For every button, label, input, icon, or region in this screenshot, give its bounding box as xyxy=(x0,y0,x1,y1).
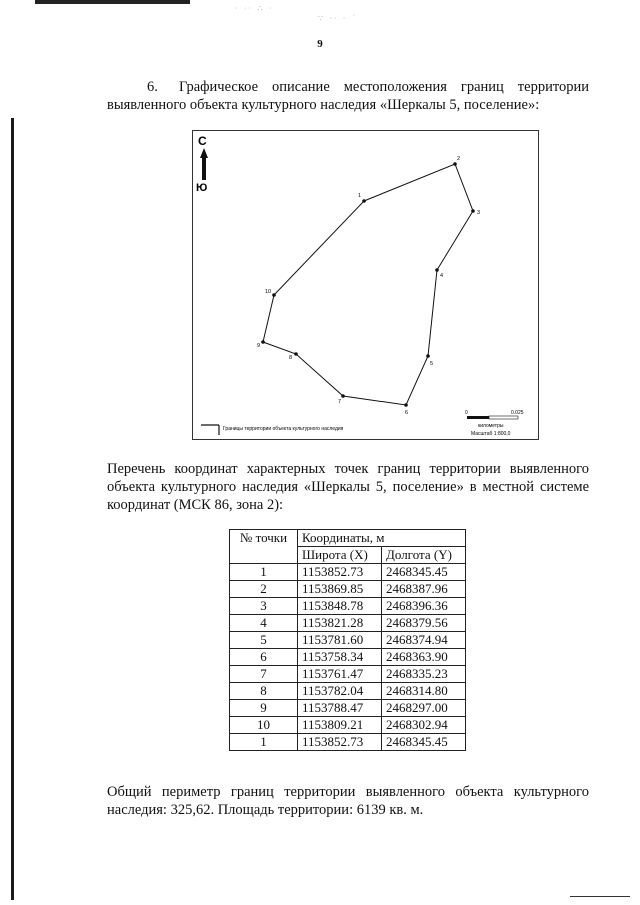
cell-lon: 2468302.94 xyxy=(382,717,466,734)
cell-lat: 1153821.28 xyxy=(298,615,382,632)
cell-lat: 1153788.47 xyxy=(298,700,382,717)
boundary-vertex xyxy=(435,268,439,272)
vertex-label: 4 xyxy=(440,273,444,279)
boundary-map-svg xyxy=(193,131,538,439)
table-row xyxy=(230,649,466,666)
cell-point: 8 xyxy=(230,683,298,700)
cell-lat: 1153761.47 xyxy=(298,666,382,683)
cell-point: 2 xyxy=(230,581,298,598)
scan-noise-top-left: · ᐧ· ∴ · xyxy=(235,4,274,13)
cell-lon: 2468396.36 xyxy=(382,598,466,615)
cell-lat: 1153848.78 xyxy=(298,598,382,615)
vertex-label: 10 xyxy=(265,289,272,295)
scale-segment-light xyxy=(489,416,518,419)
table-row xyxy=(230,666,466,683)
cell-point: 6 xyxy=(230,649,298,666)
table-row xyxy=(230,598,466,615)
scan-bottom-line xyxy=(570,896,630,897)
coords-intro: Перечень координат характерных точек границ территории выявленного объекта культурного наследия «Шеркалы 5, поселение» в местной системе координат (МСК 86, зона 2): xyxy=(107,461,589,513)
boundary-vertex xyxy=(471,209,475,213)
vertex-label: 9 xyxy=(257,343,261,349)
cell-lat: 1153852.73 xyxy=(298,734,382,751)
vertex-label: 8 xyxy=(289,355,293,361)
cell-point: 5 xyxy=(230,632,298,649)
section-heading xyxy=(107,78,589,114)
cell-point: 9 xyxy=(230,700,298,717)
perimeter-text: Общий периметр границ территории выявленного объекта культурного наследия: 325,62. Площадь территории: 6139 кв. м. xyxy=(107,784,589,818)
cell-lon: 2468379.56 xyxy=(382,615,466,632)
boundary-vertex xyxy=(294,352,298,356)
table-row xyxy=(230,734,466,751)
vertex-label: 3 xyxy=(477,210,481,216)
cell-lon: 2468363.90 xyxy=(382,649,466,666)
boundary-map xyxy=(192,130,539,440)
table-row xyxy=(230,564,466,581)
boundary-vertex xyxy=(261,340,265,344)
table-row xyxy=(230,700,466,717)
scale-start-label: 0 xyxy=(465,410,468,416)
cell-lat: 1153852.73 xyxy=(298,564,382,581)
scale-unit-label: километры xyxy=(478,423,504,429)
table-row xyxy=(230,581,466,598)
table-row xyxy=(230,717,466,734)
cell-lat: 1153869.85 xyxy=(298,581,382,598)
boundary-vertex xyxy=(426,354,430,358)
boundary-vertex xyxy=(362,199,366,203)
vertex-label: 2 xyxy=(457,156,461,162)
scan-top-bar xyxy=(35,0,190,4)
section-number: 6. xyxy=(147,79,158,95)
boundary-vertex xyxy=(341,394,345,398)
north-arrow xyxy=(196,134,208,194)
boundary-vertex xyxy=(272,293,276,297)
vertex-label: 6 xyxy=(405,410,409,416)
vertex-label: 1 xyxy=(358,193,362,199)
table-body xyxy=(230,564,466,751)
legend-label: Границы территории объекта культурного наследия xyxy=(223,426,344,432)
cell-lat: 1153809.21 xyxy=(298,717,382,734)
header-lon: Долгота (Y) xyxy=(382,547,466,564)
header-point: № точки xyxy=(230,530,298,564)
header-lat: Широта (X) xyxy=(298,547,382,564)
compass-south-label: Ю xyxy=(196,182,208,194)
boundary-vertex xyxy=(453,162,457,166)
cell-lon: 2468335.23 xyxy=(382,666,466,683)
scale-segment-dark xyxy=(467,416,489,419)
page-number: 9 xyxy=(317,38,323,50)
cell-lon: 2468387.96 xyxy=(382,581,466,598)
header-coords: Координаты, м xyxy=(298,530,466,547)
cell-lat: 1153758.34 xyxy=(298,649,382,666)
scan-noise-top-right: ∵ ·ᐧ · ˙ xyxy=(318,14,358,23)
cell-lon: 2468345.45 xyxy=(382,734,466,751)
scale-end-label: 0.025 xyxy=(511,410,524,416)
cell-lon: 2468314.80 xyxy=(382,683,466,700)
cell-lon: 2468297.00 xyxy=(382,700,466,717)
cell-point: 1 xyxy=(230,564,298,581)
cell-lon: 2468345.45 xyxy=(382,564,466,581)
north-arrow-head xyxy=(200,148,208,158)
vertex-label: 7 xyxy=(338,399,342,405)
table-row xyxy=(230,615,466,632)
cell-point: 3 xyxy=(230,598,298,615)
table-row xyxy=(230,632,466,649)
legend xyxy=(201,425,344,435)
table-header-row xyxy=(230,530,466,547)
scan-left-bar xyxy=(11,118,14,900)
cell-point: 7 xyxy=(230,666,298,683)
cell-point: 10 xyxy=(230,717,298,734)
table-row xyxy=(230,683,466,700)
scale-bar xyxy=(465,410,524,437)
cell-lon: 2468374.94 xyxy=(382,632,466,649)
coordinates-table xyxy=(229,529,466,751)
cell-point: 1 xyxy=(230,734,298,751)
cell-point: 4 xyxy=(230,615,298,632)
cell-lat: 1153782.04 xyxy=(298,683,382,700)
section-title: Графическое описание местоположения границ территории выявленного объекта культурного наследия «Шеркалы 5, поселение»: xyxy=(107,79,589,113)
cell-lat: 1153781.60 xyxy=(298,632,382,649)
scale-ratio-label: Масштаб 1:800,0 xyxy=(471,431,511,437)
vertex-label: 5 xyxy=(430,361,434,367)
boundary-vertices xyxy=(257,156,480,416)
boundary-polygon xyxy=(263,164,473,405)
compass-north-label: С xyxy=(198,134,207,148)
boundary-vertex xyxy=(404,403,408,407)
north-arrow-shaft xyxy=(202,158,206,180)
